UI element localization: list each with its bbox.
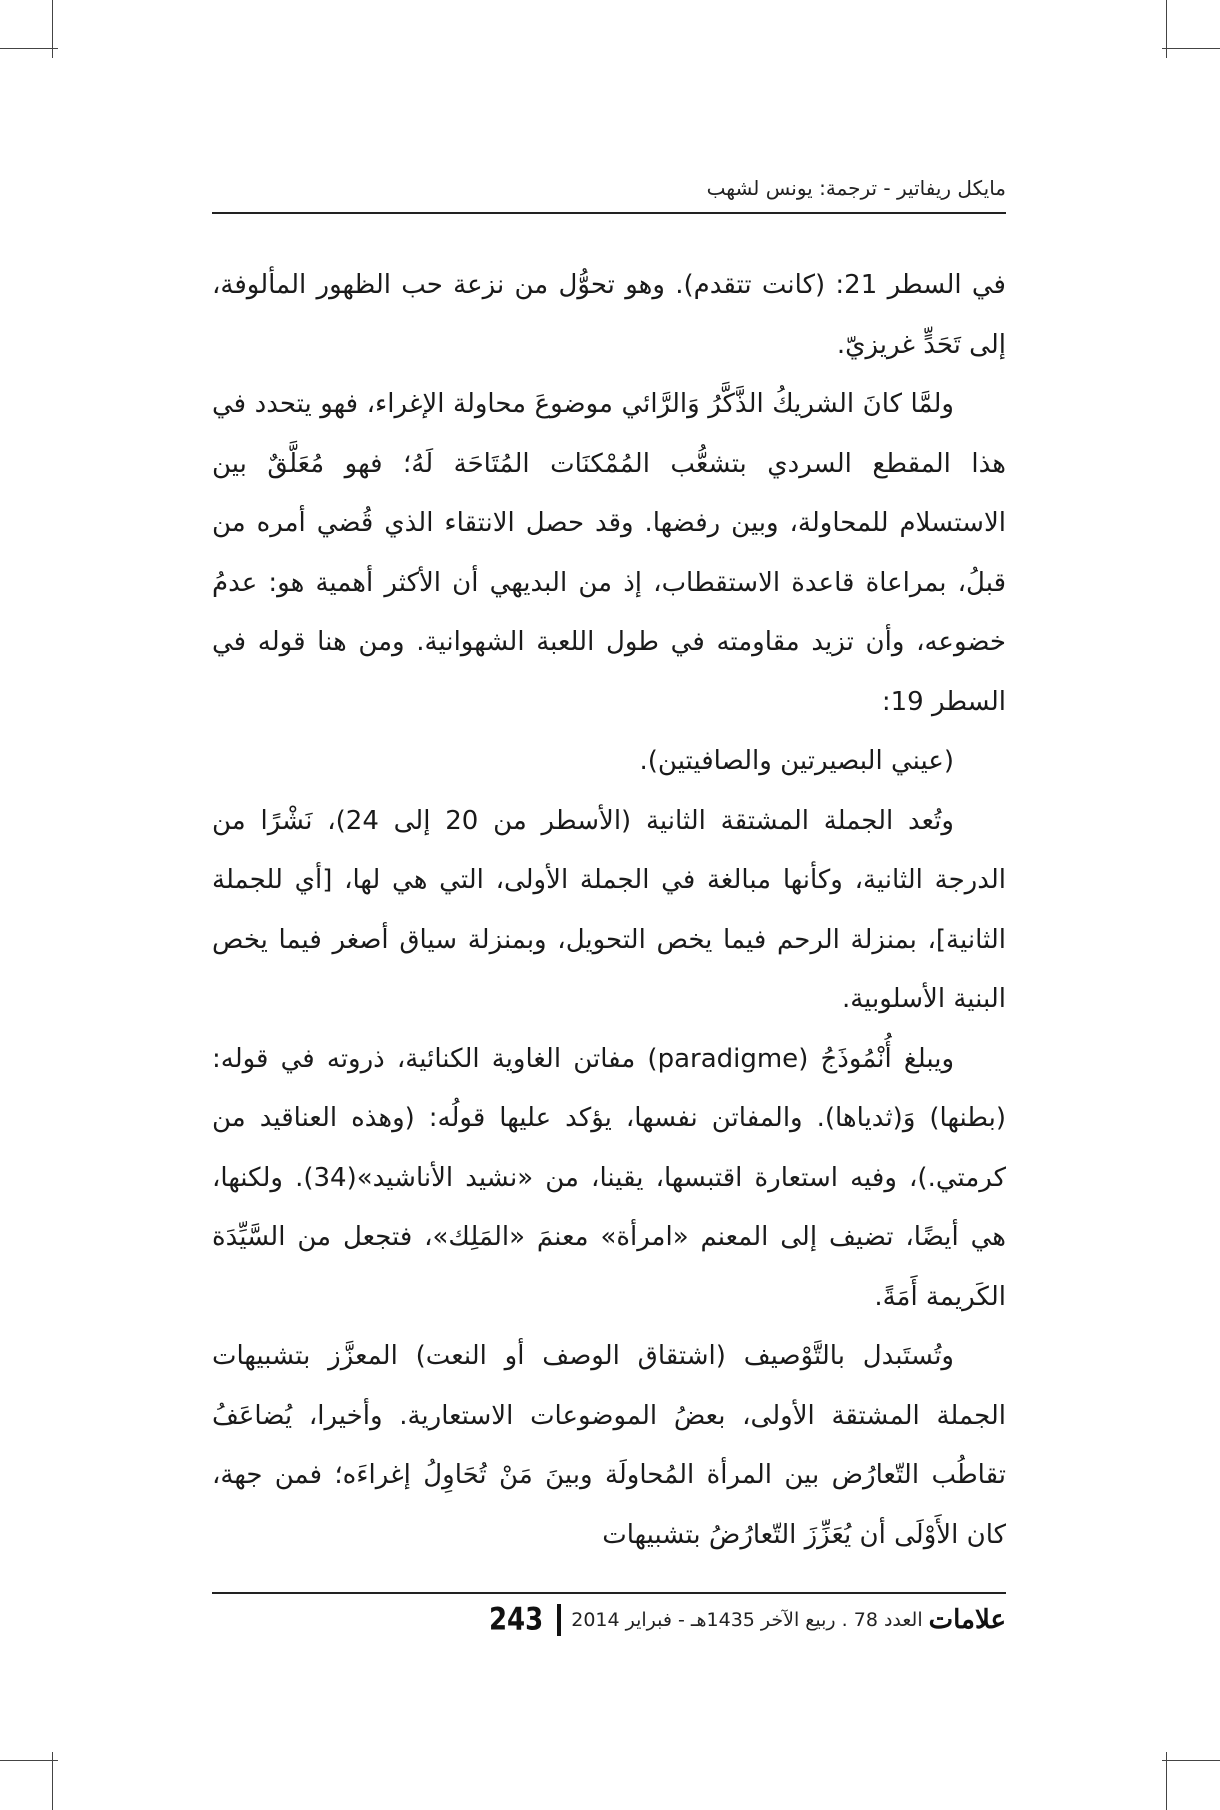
footer-divider (557, 1604, 561, 1636)
issue-info: العدد 78 . ربيع الآخر 1435هـ - فبراير 2014 (571, 1609, 923, 1631)
paragraph: وتُعد الجملة المشتقة الثانية (الأسطر من 20 إلى 24)، نَشْرًا من الدرجة الثانية، وكأنها مبالغة في الجملة الأولى، التي هي لها، [أي للجملة الثانية]، بمنزلة الرحم فيما يخص التحويل، وبمنزلة سياق أصغر فيما يخص البنية الأسلوبية. (212, 805, 1006, 1014)
running-head: مايكل ريفاتير - ترجمة: يونس لشهب (706, 176, 1006, 200)
footer-rule (212, 1592, 1006, 1594)
page-footer (212, 1600, 1006, 1640)
quotation-line: (عيني البصيرتين والصافيتين). (639, 746, 954, 776)
paragraph: في السطر 21: (كانت تتقدم). وهو تحوُّل من نزعة حب الظهور المألوفة، إلى تَحَدٍّ غريزيّ. (212, 270, 1006, 360)
paragraph: ولمَّا كانَ الشريكُ الذَّكَّرُ وَالرَّائي موضوعَ محاولة الإغراء، فهو يتحدد في هذا المقطع السردي بتشعُّب المُمْكنَات المُتَاحَة لَهُ؛ فهو مُعَلَّقٌ بين الاستسلام للمحاولة، وبين رفضها. وقد حصل الانتقاء الذي قُضي أمره من قبلُ، بمراعاة قاعدة الاستقطاب، إذ من البديهي أن الأكثر أهمية هو: عدمُ خضوعه، وأن تزيد مقاومته في طول اللعبة الشهوانية. ومن هنا قوله في السطر 19: (212, 389, 1006, 717)
crop-mark (0, 48, 58, 49)
header-rule (212, 212, 1006, 214)
journal-logo: علامات (928, 1605, 1006, 1635)
crop-mark (1162, 1760, 1220, 1761)
paragraph: ويبلغ أُنْمُوذَجُ (paradigme) مفاتن الغاوية الكنائية، ذروته في قوله: (بطنها) وَ(ثدياها). والمفاتن نفسها، يؤكد عليها قولُه: (وهذه العناقيد من كرمتي.)، وفيه استعارة اقتبسها، يقينا، من «نشيد الأناشيد»(34). ولكنها، هي أيضًا، تضيف إلى المعنم «امرأة» معنمَ «المَلِك»، فتجعل من السَّيِّدَة الكَريمة أَمَةً. (212, 1043, 1007, 1312)
page-number: 243 (488, 1602, 544, 1638)
paragraph: وتُستَبدل بالتَّوْصيف (اشتقاق الوصف أو النعت) المعزَّز بتشبيهات الجملة المشتقة الأولى، بعضُ الموضوعات الاستعارية. وأخيرا، يُضاعَفُ تقاطُب التّعارُض بين المرأة المُحاولَة وبينَ مَنْ تُحَاوِلُ إغراءَه؛ فمن جهة، كان الأَوْلَى أن يُعَزِّزَ التّعارُضُ بتشبيهات (212, 1341, 1006, 1550)
crop-mark (52, 0, 53, 58)
crop-mark (1166, 0, 1167, 58)
article-body (212, 256, 1006, 1565)
crop-mark (1162, 48, 1220, 49)
crop-mark (0, 1760, 58, 1761)
